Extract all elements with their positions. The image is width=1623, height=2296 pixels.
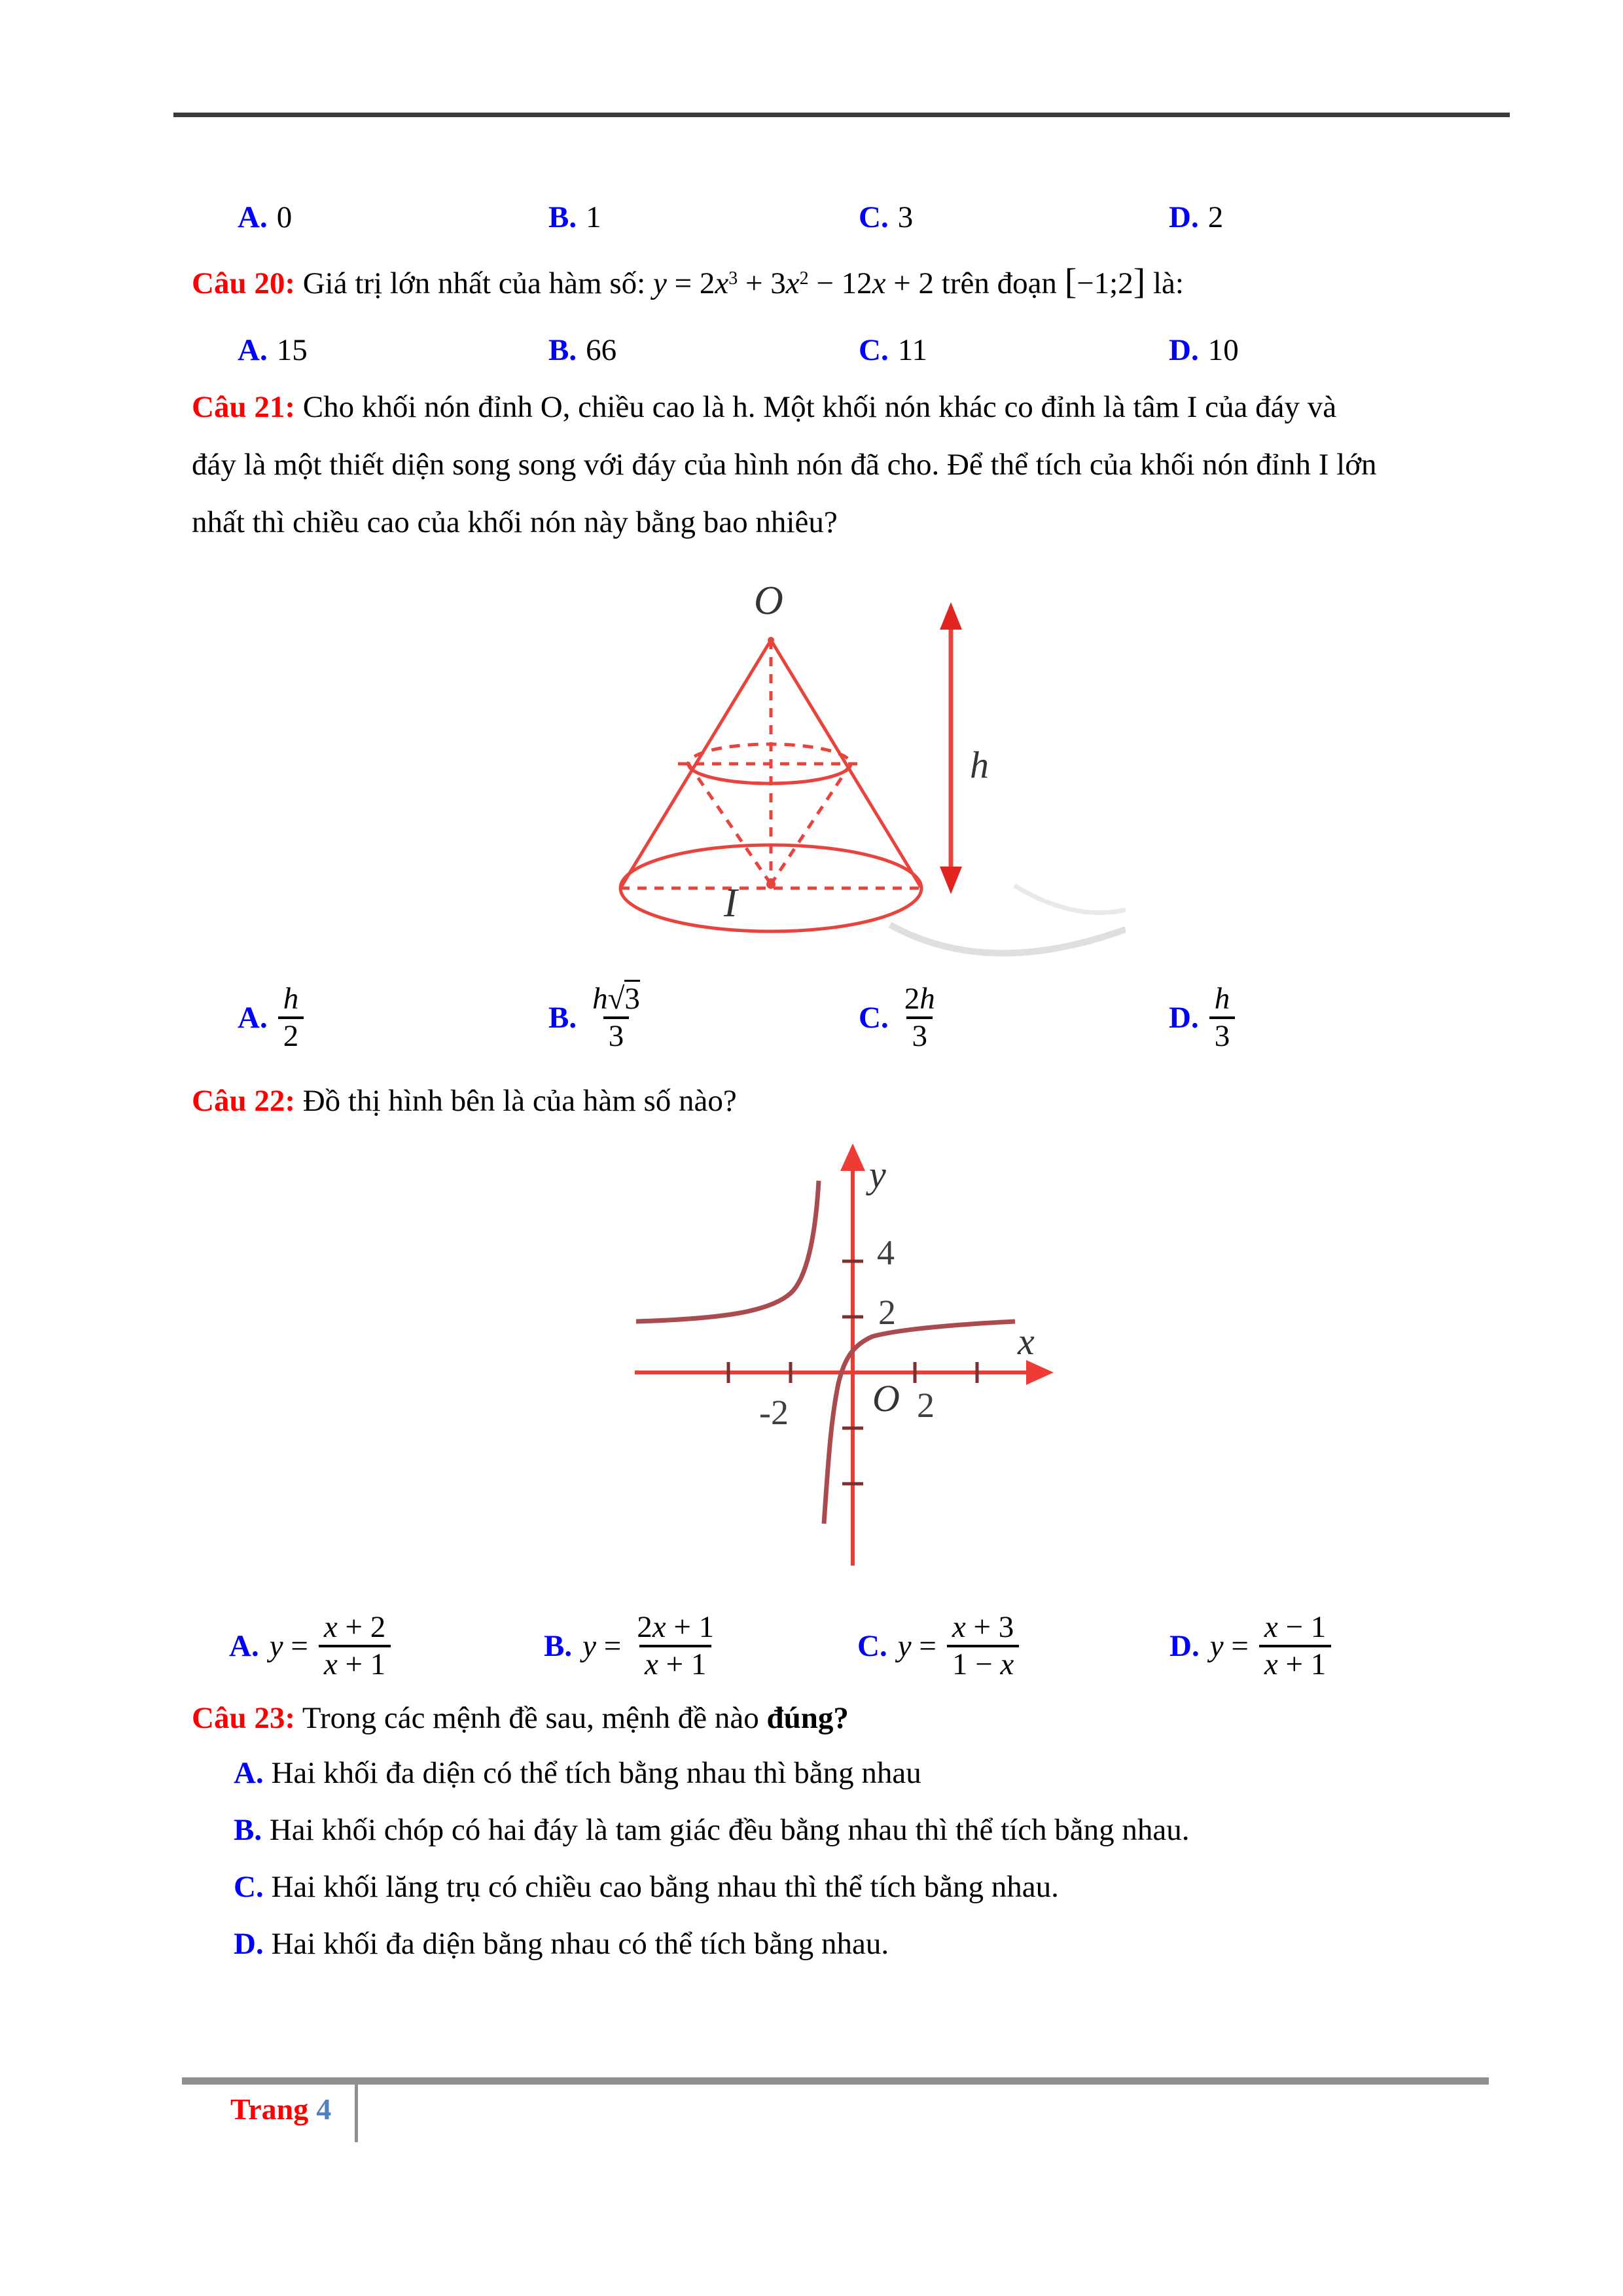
question-21 — [192, 378, 1474, 551]
option-letter: D. — [1169, 1629, 1200, 1663]
fraction — [947, 1610, 1019, 1681]
answers-row-q22 — [0, 1597, 1623, 1695]
footer-divider — [355, 2085, 358, 2142]
question-21-line3: nhất thì chiều cao của khối nón này bằng bao nhiêu? — [192, 505, 838, 539]
function-prefix: y = — [582, 1629, 622, 1663]
question-20-formula: $y = 2x^3 + 3x^2 - 12x + 2$ — [652, 266, 934, 300]
option-b — [548, 332, 616, 368]
denominator: 3 — [1209, 1016, 1236, 1054]
height-arrow-head-top — [940, 602, 962, 630]
base-center-label: I — [724, 881, 738, 925]
option-c — [859, 200, 913, 235]
y-tick-label-4: 4 — [877, 1233, 895, 1272]
question-22 — [192, 1083, 737, 1119]
option-c — [859, 969, 940, 1067]
option-text: Hai khối đa diện bằng nhau có thể tích bằng nhau. — [271, 1927, 889, 1961]
option-letter: D. — [1169, 200, 1199, 234]
watermark-swoosh-2 — [1014, 886, 1126, 912]
option-c — [857, 1597, 1019, 1695]
denominator: 2 — [278, 1016, 304, 1054]
option-c — [859, 332, 927, 368]
fraction — [1259, 1610, 1331, 1681]
function-prefix: y = — [897, 1629, 936, 1663]
denominator: 1 − x — [947, 1645, 1019, 1682]
option-a — [238, 332, 308, 368]
question-20-label: Câu 20: — [192, 266, 295, 300]
question-20-post: trên đoạn — [941, 266, 1057, 300]
option-letter: A. — [229, 1629, 259, 1663]
option-letter: C. — [859, 200, 889, 234]
option-a — [238, 969, 304, 1067]
option-b — [548, 200, 601, 235]
option-value: 11 — [897, 333, 927, 367]
curve-left-branch — [636, 1181, 819, 1321]
question-20-interval: [−1;2] — [1064, 261, 1146, 301]
option-letter: B. — [548, 200, 577, 234]
q23-option-a — [234, 1755, 921, 1791]
option-letter: A. — [234, 1756, 264, 1790]
function-prefix: y = — [1209, 1629, 1249, 1663]
apex-label: O — [754, 579, 783, 623]
numerator: x + 3 — [952, 1610, 1014, 1645]
x-axis-arrow — [1026, 1360, 1054, 1385]
option-d — [1169, 200, 1223, 235]
question-20-tail: là: — [1152, 266, 1184, 300]
option-text: Hai khối chóp có hai đáy là tam giác đều bằng nhau thì thể tích bằng nhau. — [269, 1813, 1190, 1847]
denominator: x + 1 — [319, 1645, 391, 1682]
x-tick-label-2: 2 — [917, 1386, 935, 1425]
option-value: 0 — [276, 200, 293, 234]
option-letter: D. — [1169, 333, 1199, 367]
option-letter: B. — [548, 1001, 577, 1035]
footer-rule — [182, 2077, 1489, 2085]
y-tick-label-2: 2 — [878, 1293, 896, 1332]
cone-figure — [563, 555, 1126, 964]
footer-page-number: 4 — [316, 2092, 332, 2126]
numerator: 2h — [904, 982, 935, 1016]
option-a — [238, 200, 292, 235]
numerator: 2x + 1 — [637, 1610, 715, 1645]
option-value: 1 — [586, 200, 601, 234]
origin-label: O — [872, 1377, 900, 1420]
footer-trang-label: Trang — [230, 2092, 309, 2126]
option-value: 66 — [586, 333, 617, 367]
option-letter: C. — [859, 1001, 889, 1035]
height-arrow-head-bottom — [940, 867, 962, 894]
option-value: 15 — [276, 333, 308, 367]
question-20 — [192, 260, 1184, 302]
option-letter: B. — [544, 1629, 573, 1663]
option-value: 2 — [1207, 200, 1224, 234]
fraction — [278, 982, 304, 1053]
option-text: Hai khối lăng trụ có chiều cao bằng nhau thì thể tích bằng nhau. — [271, 1870, 1059, 1904]
option-b — [544, 1597, 719, 1695]
question-23-text: Trong các mệnh đề sau, mệnh đề nào — [302, 1701, 759, 1735]
numerator: h — [1214, 982, 1230, 1016]
option-d — [1169, 332, 1239, 368]
x-axis-label: x — [1018, 1320, 1035, 1363]
fraction — [1209, 982, 1236, 1053]
x-tick-label-neg2: -2 — [759, 1393, 789, 1432]
apex-point — [768, 637, 774, 643]
question-21-line2: đáy là một thiết diện song song với đáy của hình nón đã cho. Để thể tích của khối nón đỉnh I lớn — [192, 448, 1377, 482]
denominator: x + 1 — [639, 1645, 711, 1682]
fraction — [587, 982, 645, 1053]
option-d — [1169, 969, 1235, 1067]
option-letter: A. — [238, 200, 268, 234]
option-letter: A. — [238, 333, 268, 367]
base-center-point — [766, 880, 776, 889]
option-letter: C. — [857, 1629, 887, 1663]
function-prefix: y = — [269, 1629, 308, 1663]
height-label: h — [970, 744, 989, 786]
answers-row-q20 — [0, 332, 1623, 378]
option-letter: A. — [238, 1001, 268, 1035]
question-21-line1 — [192, 378, 1474, 436]
y-axis-arrow — [840, 1143, 865, 1171]
question-21-label: Câu 21: — [192, 390, 295, 424]
header-rule — [173, 113, 1510, 117]
question-23-label: Câu 23: — [192, 1701, 295, 1735]
fraction — [899, 982, 940, 1053]
numerator: h√3 — [587, 982, 645, 1016]
question-22-label: Câu 22: — [192, 1084, 295, 1118]
numerator: x − 1 — [1264, 1610, 1327, 1645]
footer-page-label — [230, 2092, 331, 2126]
numerator: h — [283, 982, 299, 1016]
option-a — [229, 1597, 391, 1695]
option-letter: B. — [548, 333, 577, 367]
question-23 — [192, 1700, 849, 1736]
q23-option-d — [234, 1926, 889, 1962]
answers-row-q21 — [0, 969, 1623, 1067]
y-axis-label: y — [869, 1153, 886, 1196]
option-text: Hai khối đa diện có thể tích bằng nhau thì bằng nhau — [271, 1756, 921, 1790]
option-value: 10 — [1207, 333, 1239, 367]
denominator: 3 — [603, 1016, 630, 1054]
numerator: x + 2 — [323, 1610, 386, 1645]
option-letter: B. — [234, 1813, 262, 1847]
option-b — [548, 969, 645, 1067]
option-letter: C. — [234, 1870, 264, 1904]
graph-figure — [622, 1140, 1067, 1575]
denominator: 3 — [906, 1016, 933, 1054]
question-21-text: Cho khối nón đỉnh O, chiều cao là h. Một khối nón khác co đỉnh là tâm I của đáy và — [302, 390, 1337, 424]
watermark-swoosh — [890, 925, 1126, 953]
option-letter: D. — [1169, 1001, 1199, 1035]
question-23-bold-word: đúng? — [766, 1701, 849, 1735]
q23-option-b — [234, 1812, 1190, 1848]
option-letter: D. — [234, 1927, 264, 1961]
option-letter: C. — [859, 333, 889, 367]
option-value: 3 — [897, 200, 914, 234]
option-d — [1169, 1597, 1331, 1695]
fraction — [319, 1610, 391, 1681]
fraction — [632, 1610, 719, 1681]
q23-option-c — [234, 1869, 1059, 1905]
answers-row-previous-question — [0, 200, 1623, 245]
question-20-pre: Giá trị lớn nhất của hàm số: — [302, 266, 646, 300]
question-22-text: Đồ thị hình bên là của hàm số nào? — [302, 1084, 737, 1118]
denominator: x + 1 — [1259, 1645, 1331, 1682]
